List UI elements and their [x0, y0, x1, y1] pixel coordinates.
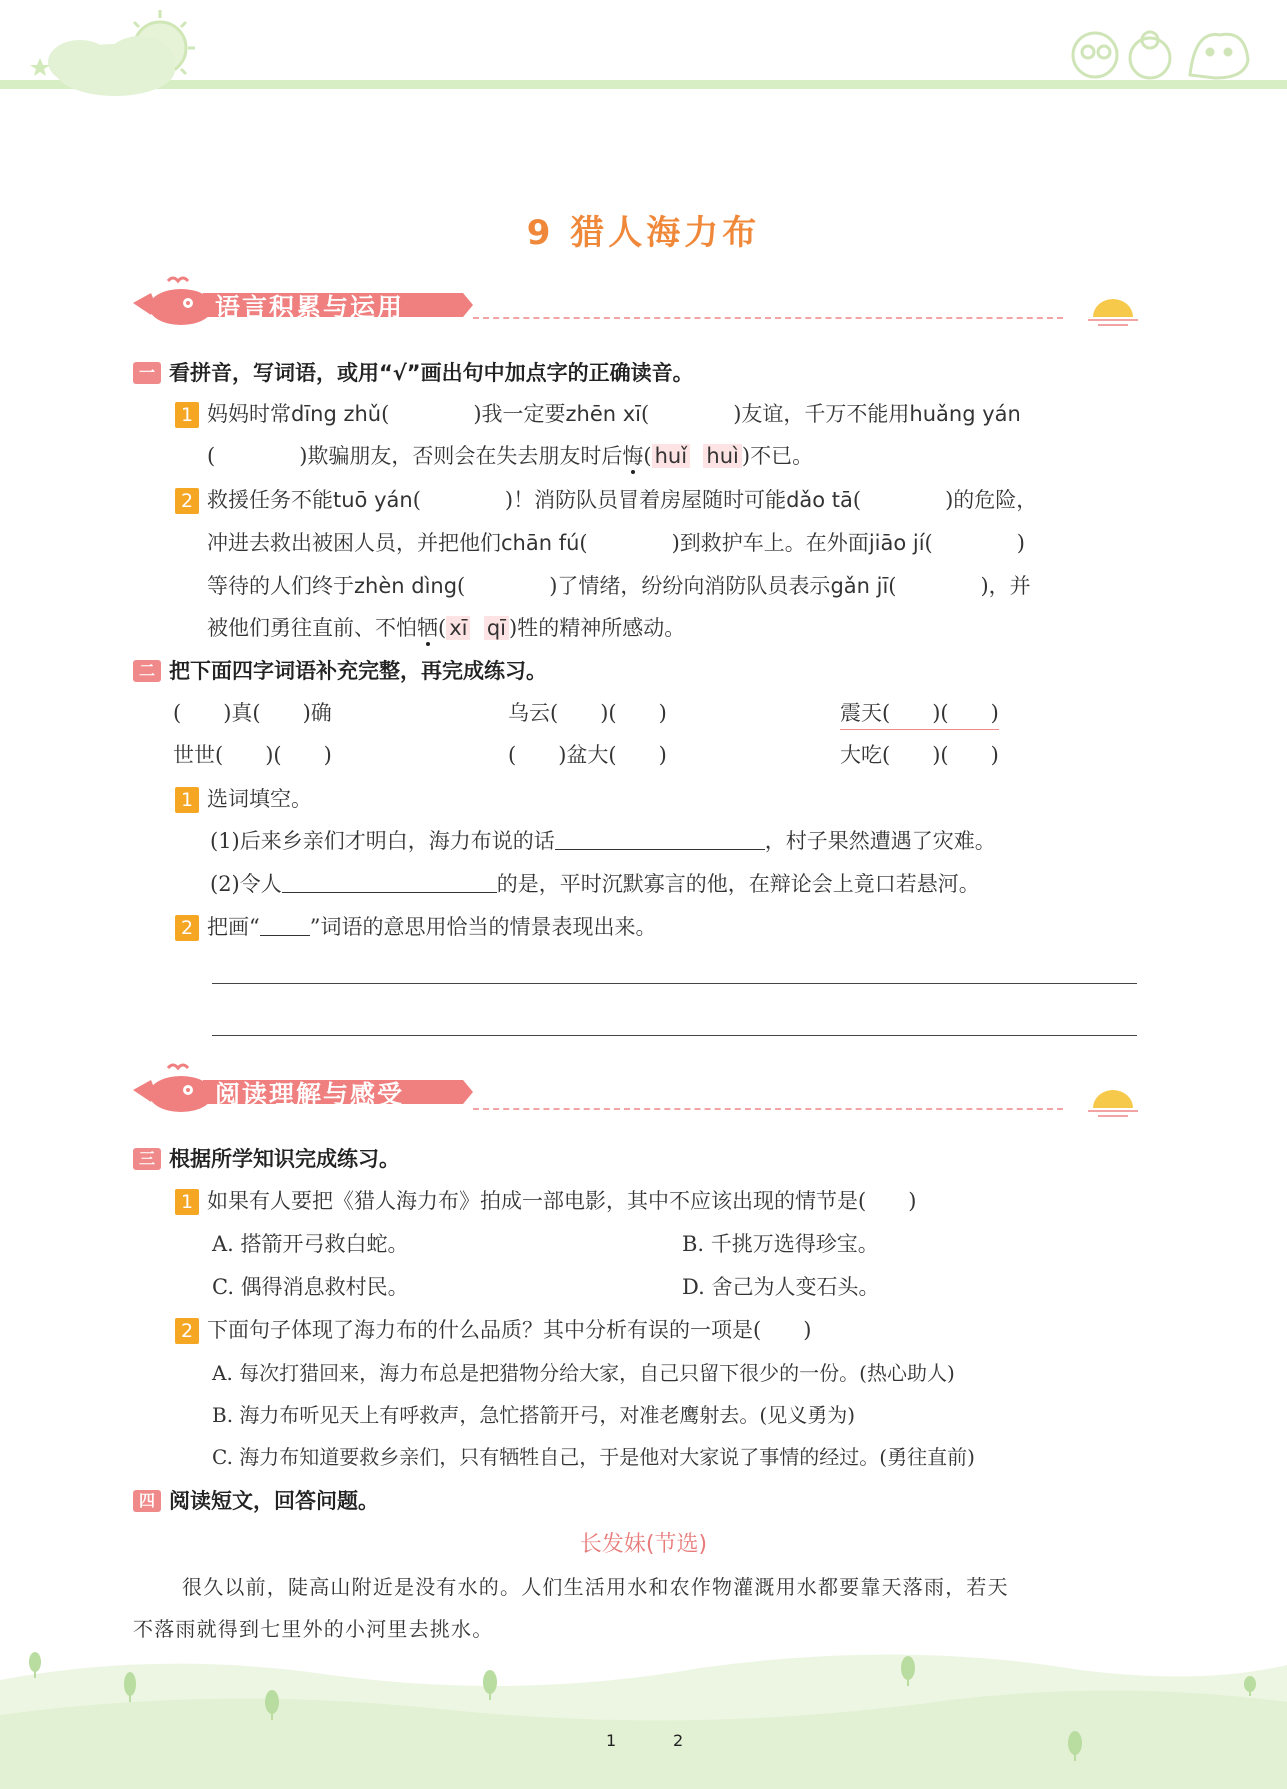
text: (1)后来乡亲们才明白，海力布说的话: [210, 829, 555, 853]
text: 冲进去救出被困人员，并把他们: [207, 531, 501, 555]
item-badge: 1: [175, 787, 199, 813]
text: ”词语的意思用恰当的情景表现出来。: [309, 915, 657, 939]
page-counter: 2: [673, 1731, 684, 1750]
q1-item2-line3: [207, 570, 1031, 600]
blank-text[interactable]: ( )，并: [888, 574, 1031, 598]
question-number: 三: [133, 1148, 161, 1170]
idiom-blank[interactable]: 乌云( )( ): [508, 701, 667, 725]
dotted-char: 牺: [417, 616, 438, 640]
q2-sub1-a: [210, 825, 996, 855]
dotted-char: 悔: [622, 444, 644, 468]
question-1-heading: [133, 357, 694, 387]
blank-text[interactable]: ( )欺骗朋友，否则会在失去朋友时后: [207, 444, 623, 468]
blank-text[interactable]: ( )！消防队员冒着房屋随时可能: [412, 488, 787, 512]
item-badge: 2: [175, 1318, 199, 1344]
divider: [473, 317, 1063, 319]
text: 妈妈时常: [207, 402, 291, 426]
question-title: 根据所学知识完成练习。: [169, 1147, 400, 1171]
passage-title: 长发妹(节选): [579, 1532, 708, 1557]
page-counter: 1: [606, 1731, 617, 1750]
section-title: 阅读理解与感受: [215, 1080, 405, 1109]
option-b[interactable]: B. 千挑万选得珍宝。: [682, 1232, 879, 1256]
q1-item1-line1: [175, 398, 1021, 428]
pinyin: dīng zhǔ: [291, 402, 382, 426]
idiom-blank[interactable]: 震天( )( ): [840, 697, 999, 730]
q2-sub1: [175, 783, 312, 813]
item-badge: 2: [175, 488, 199, 514]
question-text: 如果有人要把《猎人海力布》拍成一部电影，其中不应该出现的情节是( ): [207, 1189, 917, 1213]
text: 选词填空。: [207, 787, 312, 811]
item-badge: 1: [175, 402, 199, 428]
question-text: 下面句子体现了海力布的什么品质？其中分析有误的一项是( ): [207, 1318, 812, 1342]
q1-item2-line1: [175, 484, 1037, 514]
text: 被他们勇往直前、不怕: [207, 616, 417, 640]
passage-paragraph: 不落雨就得到七里外的小河里去挑水。: [133, 1617, 494, 1641]
idiom-blank[interactable]: 世世( )( ): [173, 743, 332, 767]
blank-text[interactable]: ( )我一定要: [381, 402, 566, 426]
question-3-heading: [133, 1143, 400, 1173]
question-4-heading: [133, 1485, 379, 1515]
fill-blank[interactable]: [282, 892, 497, 893]
question-number: 二: [133, 660, 161, 682]
fill-blank[interactable]: [555, 849, 765, 850]
landscape-decoration: [0, 1640, 1287, 1789]
header-decoration: [0, 0, 1287, 100]
pinyin: zhèn dìng: [354, 574, 458, 598]
pinyin: zhēn xī: [565, 402, 642, 426]
idiom-blank[interactable]: ( )真( )确: [173, 701, 332, 725]
page-title: 9 猎人海力布: [526, 213, 761, 253]
pinyin: jiāo jí: [868, 531, 925, 555]
option-d[interactable]: D. 舍己为人变石头。: [682, 1275, 880, 1299]
pinyin: tuō yán: [333, 488, 413, 512]
question-number: 一: [133, 362, 161, 384]
text: (2)令人: [210, 872, 282, 896]
reading-option[interactable]: huì: [703, 444, 741, 468]
pinyin: gǎn jī: [830, 574, 889, 598]
animal-faces-icon: [1073, 32, 1248, 78]
q3-item2: [175, 1314, 811, 1344]
reading-option[interactable]: xī: [446, 616, 470, 640]
star-icon: [30, 58, 50, 76]
section-banner-language: [133, 275, 1143, 331]
q3-item1: [175, 1185, 916, 1215]
pinyin: huǎng yán: [909, 402, 1021, 426]
idiom-blank[interactable]: 大吃( )( ): [840, 743, 999, 767]
option-c[interactable]: C. 偶得消息救村民。: [212, 1275, 409, 1299]
q2-sub2: [175, 911, 656, 941]
blank-text[interactable]: ( )友谊，千万不能用: [641, 402, 910, 426]
text: )不已。: [741, 444, 814, 468]
option-c[interactable]: C. 海力布知道要救乡亲们，只有牺牲自己，于是他对大家说了事情的经过。(勇往直前): [212, 1445, 975, 1469]
passage-paragraph: 很久以前，陡高山附近是没有水的。人们生活用水和农作物灌溉用水都要靠天落雨，若天: [182, 1575, 1009, 1599]
blank-text[interactable]: ( )的危险，: [852, 488, 1038, 512]
sunset-icon: [1088, 1088, 1138, 1118]
idiom-blank[interactable]: ( )盆大( ): [508, 743, 667, 767]
text: (: [643, 444, 652, 468]
q1-item2-line4: [207, 612, 685, 642]
reading-option[interactable]: huǐ: [652, 444, 690, 468]
item-badge: 2: [175, 915, 199, 941]
text: )牲的精神所感动。: [509, 616, 686, 640]
text: 等待的人们终于: [207, 574, 354, 598]
blank-text[interactable]: ( )到救护车上。在外面: [579, 531, 869, 555]
blank-text[interactable]: ( )了情绪，纷纷向消防队员表示: [457, 574, 831, 598]
reading-option[interactable]: qī: [484, 616, 509, 640]
item-badge: 1: [175, 1189, 199, 1215]
section-title: 语言积累与运用: [215, 293, 405, 322]
pinyin: dǎo tā: [786, 488, 853, 512]
text: 把画“: [207, 915, 260, 939]
answer-line[interactable]: [212, 1035, 1137, 1036]
text: (: [438, 616, 447, 640]
section-banner-reading: [133, 1062, 1143, 1118]
pinyin: chān fú: [501, 531, 580, 555]
option-a[interactable]: A. 搭箭开弓救白蛇。: [212, 1232, 409, 1256]
question-title: 把下面四字词语补充完整，再完成练习。: [169, 659, 547, 683]
q1-item1-line2: [207, 440, 813, 470]
option-b[interactable]: B. 海力布听见天上有呼救声，急忙搭箭开弓，对准老鹰射去。(见义勇为): [212, 1403, 856, 1427]
option-a[interactable]: A. 每次打猎回来，海力布总是把猎物分给大家，自己只留下很少的一份。(热心助人): [212, 1361, 955, 1385]
answer-line[interactable]: [212, 983, 1137, 984]
question-number: 四: [133, 1490, 161, 1512]
text: ，村子果然遭遇了灾难。: [764, 829, 996, 853]
q2-sub1-b: [210, 868, 980, 898]
q1-item2-line2: [207, 527, 1025, 557]
text: 的是，平时沉默寡言的他，在辩论会上竟口若悬河。: [496, 872, 980, 896]
underline-sample: [260, 935, 310, 936]
sunset-icon: [1088, 297, 1138, 327]
question-title: 看拼音，写词语，或用“√”画出句中加点字的正确读音。: [169, 361, 694, 385]
question-title: 阅读短文，回答问题。: [169, 1489, 379, 1513]
text: 救援任务不能: [207, 488, 333, 512]
divider: [473, 1108, 1063, 1110]
blank-text[interactable]: ( ): [924, 531, 1025, 555]
question-2-heading: [133, 655, 547, 685]
